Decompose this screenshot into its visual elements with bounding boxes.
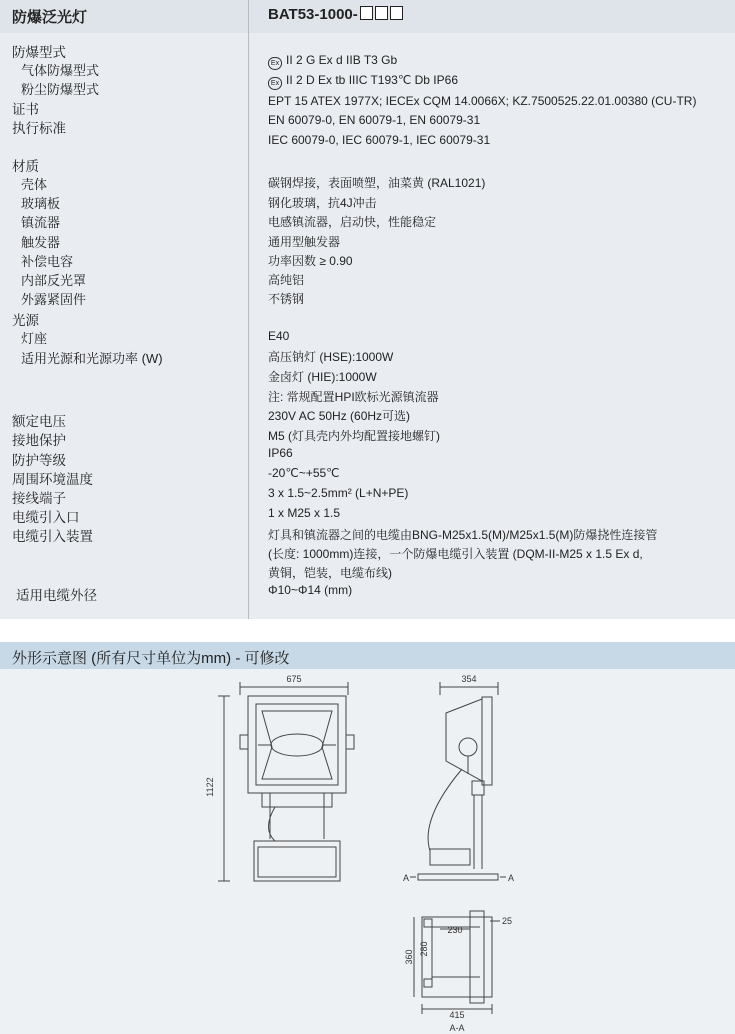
- option-box-icon: [360, 6, 373, 20]
- spec-value-certificate: EPT 15 ATEX 1977X; IECEx CQM 14.0066X; KZ.7500525.22.01.00380 (CU-TR): [268, 94, 697, 108]
- spec-label-voltage: 额定电压: [12, 414, 66, 429]
- spec-value-lamp-hse: 高压钠灯 (HSE):1000W: [268, 350, 394, 364]
- spec-label-gas: 气体防爆型式: [21, 63, 100, 78]
- drawing-section-title: 外形示意图 (所有尺寸单位为mm) - 可修改: [12, 650, 290, 667]
- model-code: [268, 6, 403, 23]
- spec-label-cable-gland: 电缆引入装置: [12, 529, 93, 544]
- spec-value-gas: Ex II 2 G Ex d IIB T3 Gb: [268, 53, 397, 70]
- section-mark-right: A: [508, 873, 515, 883]
- spec-label-ballast: 镇流器: [21, 215, 61, 230]
- option-box-icon: [390, 6, 403, 20]
- spec-label-dust: 粉尘防爆型式: [21, 82, 100, 97]
- section-mark-left: A: [403, 873, 410, 883]
- spec-value-lampholder: E40: [268, 329, 290, 343]
- spec-value-reflector: 高纯铝: [268, 273, 305, 287]
- spec-label-standard: 执行标准: [12, 121, 66, 136]
- spec-value-ballast: 电感镇流器，启动快，性能稳定: [268, 215, 437, 229]
- spec-label-explosion-type: 防爆型式: [12, 45, 66, 60]
- spec-label-cable-entry: 电缆引入口: [12, 510, 80, 525]
- dim-base-h1: 360: [404, 949, 414, 965]
- spec-label-ip: 防护等级: [12, 453, 66, 468]
- dimension-drawings: [0, 669, 735, 1034]
- spec-value-ip: IP66: [268, 446, 293, 460]
- spec-label-terminals: 接线端子: [12, 491, 66, 506]
- spec-label-ignitor: 触发器: [21, 235, 61, 250]
- spec-label-material: 材质: [12, 159, 39, 174]
- spec-value-terminals: 3 x 1.5~2.5mm² (L+N+PE): [268, 486, 409, 500]
- dim-front-height: 1122: [205, 777, 215, 797]
- dim-base-inner: 230: [447, 925, 463, 935]
- spec-label-earthing: 接地保护: [12, 433, 66, 448]
- spec-value-voltage: 230V AC 50Hz (60Hz可选): [268, 409, 411, 423]
- spec-label-lamp-power: 适用光源和光源功率 (W): [21, 351, 163, 366]
- spec-value-standard-en: EN 60079-0, EN 60079-1, EN 60079-31: [268, 113, 481, 127]
- spec-value-cable-entry: 1 x M25 x 1.5: [268, 506, 341, 520]
- spec-value-ignitor: 通用型触发器: [268, 235, 341, 249]
- dim-base-h2: 280: [419, 941, 429, 957]
- spec-value-cable-diameter: Φ10~Φ14 (mm): [268, 583, 353, 597]
- ex-mark-icon: Ex: [268, 57, 282, 70]
- column-divider: [248, 0, 249, 619]
- spec-value-cable-gland-3: 黄铜，铠装，电缆布线): [268, 566, 392, 580]
- spec-label-capacitor: 补偿电容: [21, 254, 74, 269]
- dim-base-width: 415: [449, 1010, 465, 1020]
- spec-value-standard-iec: IEC 60079-0, IEC 60079-1, IEC 60079-31: [268, 133, 491, 147]
- spec-value-fasteners: 不锈钢: [268, 292, 305, 306]
- spec-label-lampholder: 灯座: [21, 331, 48, 346]
- product-label: 防爆泛光灯: [12, 9, 88, 26]
- spec-label-cable-diameter: 适用电缆外径: [16, 588, 97, 603]
- spec-label-light-source: 光源: [12, 313, 39, 328]
- spec-value-cable-gland-2: (长度: 1000mm)连接，一个防爆电缆引入装置 (DQM-II-M25 x 1.5 Ex d,: [268, 547, 643, 561]
- dim-side-width: 354: [461, 674, 477, 684]
- dim-base-thickness: 25: [502, 916, 513, 926]
- section-label: A-A: [449, 1023, 465, 1033]
- spec-value-capacitor: 功率因数 ≥ 0.90: [268, 254, 353, 268]
- spec-label-certificate: 证书: [12, 102, 39, 117]
- spec-label-reflector: 内部反光罩: [21, 273, 87, 288]
- side-view-drawing: [410, 682, 506, 880]
- spec-value-glass: 钢化玻璃，抗4J冲击: [268, 196, 377, 210]
- spec-label-housing: 壳体: [21, 177, 48, 192]
- spec-value-lamp-note: 注: 常规配置HPI欧标光源镇流器: [268, 390, 439, 404]
- option-box-icon: [375, 6, 388, 20]
- ex-mark-icon: Ex: [268, 77, 282, 90]
- spec-value-ambient: -20℃~+55℃: [268, 466, 340, 480]
- spec-value-earthing: M5 (灯具壳内外均配置接地螺钉): [268, 429, 440, 443]
- spec-value-cable-gland-1: 灯具和镇流器之间的电缆由BNG-M25x1.5(M)/M25x1.5(M)防爆挠性连接管: [268, 528, 658, 542]
- spec-label-ambient: 周围环境温度: [12, 472, 93, 487]
- model-code-text: BAT53-1000-: [268, 6, 358, 23]
- spec-value-housing: 碳钢焊接，表面喷塑，油菜黄 (RAL1021): [268, 176, 486, 190]
- front-view-drawing: [218, 682, 354, 881]
- dim-front-width: 675: [286, 674, 302, 684]
- spec-label-glass: 玻璃板: [21, 196, 61, 211]
- spec-value-dust: Ex II 2 D Ex tb IIIC T193℃ Db IP66: [268, 73, 458, 90]
- spec-value-lamp-hie: 金卤灯 (HIE):1000W: [268, 370, 377, 384]
- spec-label-fasteners: 外露紧固件: [21, 292, 87, 307]
